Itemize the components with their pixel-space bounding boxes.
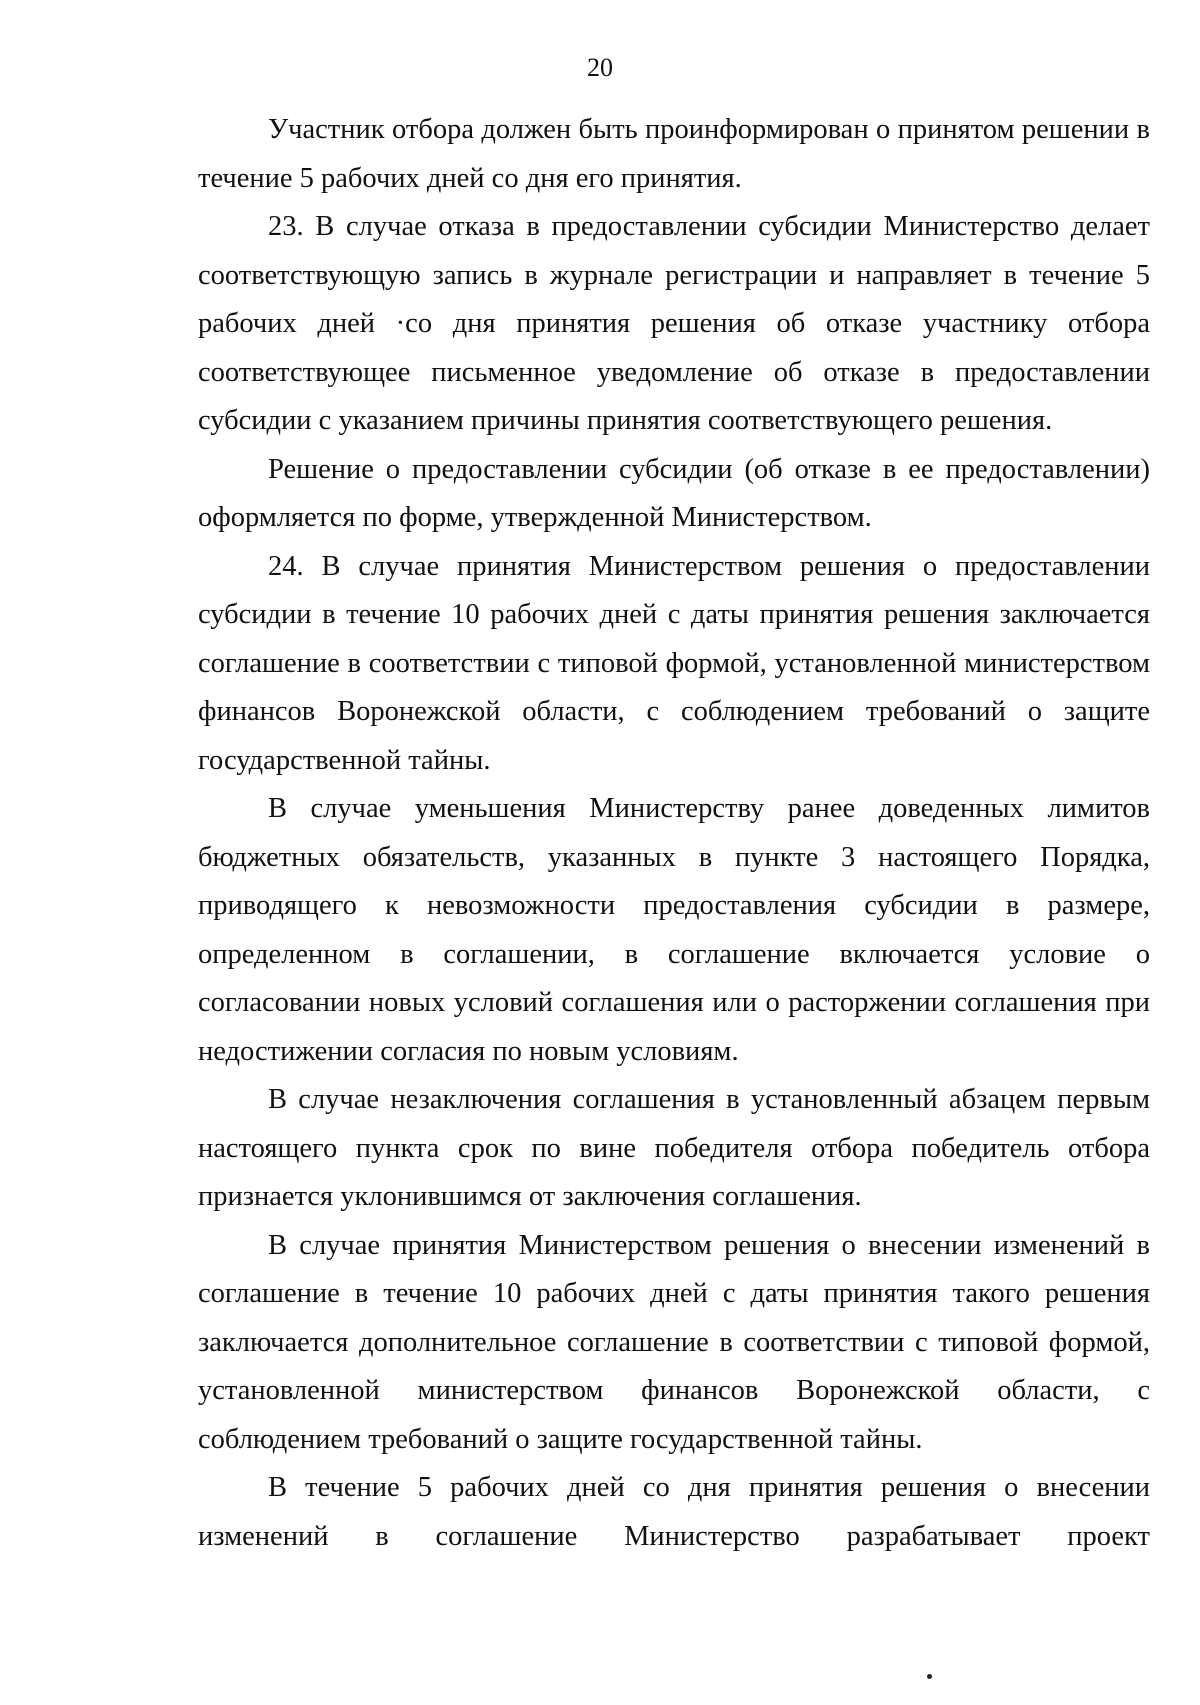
- paragraph-non-conclusion: В случае незаключения соглашения в установленный абзацем первым настоящего пункта срок по вине победителя отбора победитель отбора признается уклонившимся от заключения соглашения.: [198, 1084, 1150, 1212]
- paragraph-amendment-draft: В течение 5 рабочих дней со дня принятия решения о внесении изменений в соглашение Министерство разрабатывает проект: [198, 1472, 1150, 1552]
- page-number: 20: [587, 53, 613, 82]
- scan-artifact-dot: [927, 1674, 932, 1679]
- paragraph-decision-form: Решение о предоставлении субсидии (об отказе в ее предоставлении) оформляется по форме, утвержденной Министерством.: [198, 453, 1150, 533]
- paragraph-24-agreement: 24. В случае принятия Министерством решения о предоставлении субсидии в течение 10 рабочих дней с даты принятия решения заключается соглашение в соответствии с типовой формой, установленной министерством финансов Воронежской области, с соблюдением требований о защите государственной тайны.: [198, 550, 1150, 776]
- document-body: [198, 106, 1150, 1561]
- paragraph-participant-notice: Участник отбора должен быть проинформирован о принятом решении в течение 5 рабочих дней со дня его принятия.: [198, 114, 1150, 194]
- paragraph-amendments: В случае принятия Министерством решения о внесении изменений в соглашение в течение 10 рабочих дней с даты принятия такого решения заключается дополнительное соглашение в соответствии с типовой формой, установленной министерством финансов Воронежской области, с соблюдением требований о защите государственной тайны.: [198, 1229, 1150, 1455]
- paragraph-limits-reduction: В случае уменьшения Министерству ранее доведенных лимитов бюджетных обязательств, указанных в пункте 3 настоящего Порядка, приводящего к невозможности предоставления субсидии в размере, определенном в соглашении, в соглашение включается условие о согласовании новых условий соглашения или о расторжении соглашения при недостижении согласия по новым условиям.: [198, 793, 1150, 1067]
- paragraph-23-refusal: 23. В случае отказа в предоставлении субсидии Министерство делает соответствующую запись в журнале регистрации и направляет в течение 5 рабочих дней ·со дня принятия решения об отказе участнику отбора соответствующее письменное уведомление об отказе в предоставлении субсидии с указанием причины принятия соответствующего решения.: [198, 211, 1150, 436]
